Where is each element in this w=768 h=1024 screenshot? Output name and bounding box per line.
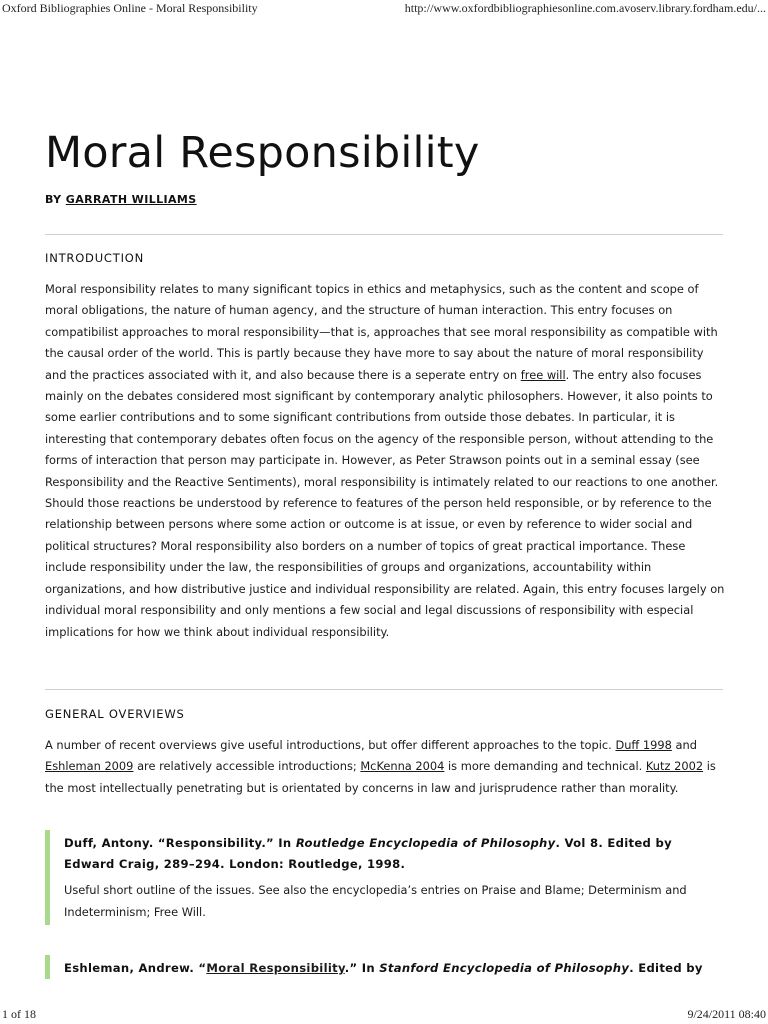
citation-text: .” In <box>344 961 375 975</box>
citation-work: Stanford Encyclopedia of Philosophy <box>379 961 630 975</box>
print-header <box>0 0 768 16</box>
general-overviews-paragraph <box>45 735 725 799</box>
citation-title <box>64 958 724 979</box>
print-footer <box>0 1006 768 1022</box>
intro-text-1: Moral responsibility relates to many significant topics in ethics and metaphysics, such as the content and scope of moral obligations, the nature of human agency, and the structure of human interaction. This entry focuses on compatibilist approaches to moral responsibility—that is, approaches that see moral responsibility as compatible with the causal order of the world. This is partly because they have more to say about the nature of moral responsibility and the practices associated with it, and also because there is a seperate entry on <box>45 282 718 382</box>
citation-work: Routledge Encyclopedia of Philosophy <box>295 836 556 850</box>
print-page-title: Oxford Bibliographies Online - Moral Responsibility <box>2 1 258 15</box>
citation-bar <box>45 830 50 925</box>
citation-bar <box>45 955 50 979</box>
moral-responsibility-link[interactable]: Moral Responsibility <box>206 961 345 975</box>
mckenna-2004-link[interactable]: McKenna 2004 <box>360 759 445 774</box>
section-divider <box>45 234 723 235</box>
author-link[interactable]: GARRATH WILLIAMS <box>65 193 197 206</box>
citation-entry <box>45 830 723 925</box>
kutz-2002-link[interactable]: Kutz 2002 <box>645 759 704 774</box>
print-timestamp: 9/24/2011 08:40 <box>687 1007 766 1021</box>
eshleman-2009-link[interactable]: Eshleman 2009 <box>45 759 134 774</box>
overview-text: is more demanding and technical. <box>448 759 643 774</box>
overview-text: is the most intellectually penetrating but is orientated by concerns in law and jurisprudence rather than morality. <box>45 759 716 795</box>
citation-text: . Vol 8. Edited by Edward Craig, 289–294. London: Routledge, 1998. <box>64 836 672 871</box>
introduction-heading: INTRODUCTION <box>45 251 145 265</box>
citation-annotation: Useful short outline of the issues. See also the encyclopedia’s entries on Praise and Blame; Determinism and Indeterminism; Free Will. <box>64 883 687 919</box>
free-will-link[interactable]: free will <box>520 367 566 382</box>
citation-text: Duff, Antony. “Responsibility.” In <box>64 836 292 850</box>
overview-text: are relatively accessible introductions; <box>137 759 357 774</box>
article-title: Moral Responsibility <box>45 128 480 178</box>
introduction-paragraph <box>45 279 725 643</box>
citation-entry <box>45 955 723 979</box>
intro-text-2: . The entry also focuses mainly on the debates considered most significant by contemporary analytic philosophers. However, it also points to some earlier contributions and to some significant contributions from outside those debates. In particular, it is interesting that contemporary debates often focus on the agency of the responsible person, without attending to the forms of interaction that person may participate in. However, as Peter Strawson points out in a seminal essay (see Responsibility and the Reactive Sentiments), moral responsibility is intimately related to our reactions to one another. Should those reactions be understood by reference to features of the person held responsible, or by reference to the relationship between persons where some action or outcome is at issue, or even by reference to wider social and political structures? Moral responsibility also borders on a number of topics of great practical importance. These include responsibility under the law, the responsibilities of groups and organizations, accountability within organizations, and how distributive justice and individual responsibility are related. Again, this entry focuses largely on individual moral responsibility and only mentions a few social and legal discussions of responsibility with especial implications for how we think about individual responsibility. <box>45 367 725 639</box>
print-url: http://www.oxfordbibliographiesonline.com.avoserv.library.fordham.edu/... <box>404 1 766 15</box>
duff-1998-link[interactable]: Duff 1998 <box>615 738 672 752</box>
section-divider <box>45 689 723 690</box>
citation-title <box>64 833 724 875</box>
byline <box>45 193 197 206</box>
overview-text: A number of recent overviews give useful introductions, but offer different approaches to the topic. <box>45 738 612 752</box>
byline-prefix: BY <box>45 193 62 206</box>
page-count: 1 of 18 <box>2 1007 36 1021</box>
overview-text: and <box>675 738 697 752</box>
general-overviews-heading: GENERAL OVERVIEWS <box>45 707 185 721</box>
citation-text: . Edited by <box>629 961 703 975</box>
citation-text: Eshleman, Andrew. “ <box>64 961 207 975</box>
